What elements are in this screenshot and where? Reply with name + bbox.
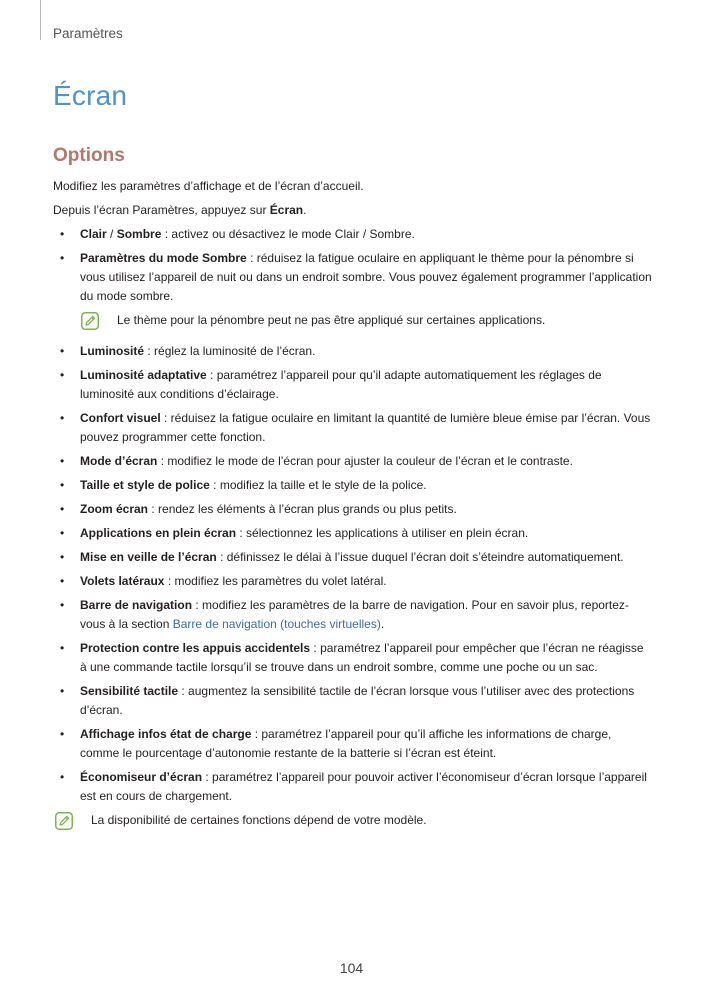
page-content xyxy=(53,177,653,830)
note-text: Le thème pour la pénombre peut ne pas être appliqué sur certaines applications. xyxy=(117,313,546,327)
bullet: • xyxy=(60,770,65,784)
list-item: • Confort visuel : réduisez la fatigue oculaire en limitant la quantité de lumière bleue émise par l’écran. Vous pouvez programmer cette fonction. xyxy=(60,411,651,444)
page-number: 104 xyxy=(339,960,364,976)
bullet: • xyxy=(60,502,65,516)
list-item: • Sensibilité tactile : augmentez la sensibilité tactile de l’écran lorsque vous l’utiliser avec des protections d’écran. xyxy=(60,684,635,717)
list-item: • Applications en plein écran : sélectionnez les applications à utiliser en plein écran. xyxy=(53,524,653,543)
bullet: • xyxy=(60,368,65,382)
note-dark-mode xyxy=(81,311,653,330)
bullet: • xyxy=(60,598,65,612)
intro-instruction: Depuis l’écran Paramètres, appuyez sur Écran. xyxy=(53,203,307,217)
bullet: • xyxy=(60,550,65,564)
list-item: • Mise en veille de l’écran : définissez le délai à l’issue duquel l’écran doit s’éteindre automatiquement. xyxy=(53,548,653,567)
bullet: • xyxy=(60,684,65,698)
section-header: Paramètres xyxy=(53,26,123,41)
intro-paragraph: Modifiez les paramètres d’affichage et de l’écran d’accueil. xyxy=(53,179,364,193)
navigation-bar-link[interactable]: Barre de navigation (touches virtuelles) xyxy=(172,617,381,631)
list-item: • Volets latéraux : modifiez les paramètres du volet latéral. xyxy=(53,572,653,591)
bullet: • xyxy=(60,344,65,358)
section-subtitle: Options xyxy=(53,145,125,166)
list-item: • Économiseur d’écran : paramétrez l’appareil pour pouvoir activer l’économiseur d’écran lorsque l’appareil est en cours de chargement. xyxy=(60,770,647,803)
list-item: • Protection contre les appuis accidentels : paramétrez l’appareil pour empêcher que l’écran ne réagisse à une commande tactile lorsqu’il se trouve dans un endroit sombre, comme une poche ou un sac. xyxy=(60,641,644,674)
bullet: • xyxy=(60,727,65,741)
bullet: • xyxy=(60,574,65,588)
bullet: • xyxy=(60,526,65,540)
page-title: Écran xyxy=(53,80,128,111)
bullet: • xyxy=(60,478,65,492)
bullet: • xyxy=(60,251,65,265)
bullet: • xyxy=(60,641,65,655)
list-item: • Taille et style de police : modifiez la taille et le style de la police. xyxy=(53,476,653,495)
list-item: • Barre de navigation : modifiez les paramètres de la barre de navigation. Pour en savoir plus, reportez-vous à la section Barre de navigation (touches virtuelles). xyxy=(60,598,629,631)
note-availability xyxy=(55,811,653,830)
list-item: • Zoom écran : rendez les éléments à l’écran plus grands ou plus petits. xyxy=(53,500,653,519)
options-list xyxy=(53,225,653,306)
options-list xyxy=(53,342,653,806)
bullet: • xyxy=(60,227,65,241)
note-pencil-icon xyxy=(81,312,99,330)
note-text: La disponibilité de certaines fonctions dépend de votre modèle. xyxy=(91,813,427,827)
list-item: • Mode d’écran : modifiez le mode de l’écran pour ajuster la couleur de l’écran et le contraste. xyxy=(53,452,653,471)
bullet: • xyxy=(60,411,65,425)
list-item: • Luminosité adaptative : paramétrez l’appareil pour qu’il adapte automatiquement les réglages de luminosité aux conditions d’éclairage. xyxy=(60,368,602,401)
list-item: • Affichage infos état de charge : paramétrez l’appareil pour qu’il affiche les informations de charge, comme le pourcentage d’autonomie restante de la batterie si l’écran est éteint. xyxy=(60,727,612,760)
list-item: • Paramètres du mode Sombre : réduisez la fatigue oculaire en appliquant le thème pour la pénombre si vous utilisez l’appareil de nuit ou dans un endroit sombre. Vous pouvez également programmer l’application du mode sombre. xyxy=(60,251,652,303)
bullet: • xyxy=(60,454,65,468)
note-pencil-icon xyxy=(55,812,73,830)
intro-menu-term: Écran xyxy=(269,203,304,217)
list-item: • Luminosité : réglez la luminosité de l’écran. xyxy=(53,342,653,361)
list-item: • Clair / Sombre : activez ou désactivez le mode Clair / Sombre. xyxy=(53,225,653,244)
header-divider xyxy=(40,0,41,40)
